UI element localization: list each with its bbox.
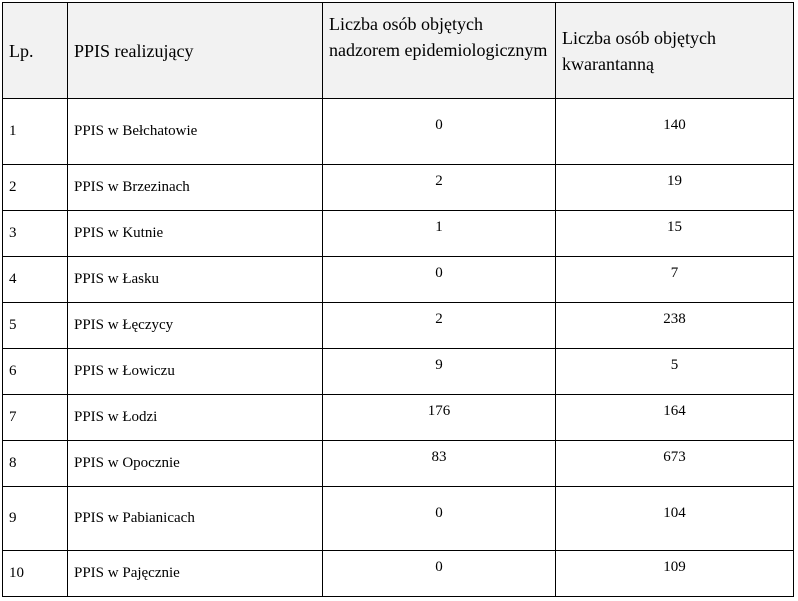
cell-lp: 4: [3, 257, 68, 303]
table-row: [3, 395, 794, 441]
cell-ppis: PPIS w Łasku: [68, 257, 323, 303]
cell-nadzor: 83: [323, 441, 556, 487]
cell-nadzor: 0: [323, 99, 556, 165]
cell-nadzor: 2: [323, 165, 556, 211]
cell-nadzor: 0: [323, 551, 556, 597]
header-kwarantanna: Liczba osób objętych kwarantanną: [556, 3, 794, 99]
cell-nadzor: 176: [323, 395, 556, 441]
table-row: [3, 257, 794, 303]
cell-lp: 9: [3, 487, 68, 551]
cell-lp: 5: [3, 303, 68, 349]
table-row: [3, 487, 794, 551]
cell-nadzor: 1: [323, 211, 556, 257]
ppis-table: [2, 2, 794, 597]
table-row: [3, 99, 794, 165]
table-row: [3, 551, 794, 597]
cell-kwarantanna: 104: [556, 487, 794, 551]
cell-lp: 6: [3, 349, 68, 395]
cell-lp: 8: [3, 441, 68, 487]
header-ppis: PPIS realizujący: [68, 3, 323, 99]
cell-lp: 1: [3, 99, 68, 165]
table-row: [3, 165, 794, 211]
header-nadzor: Liczba osób objętych nadzorem epidemiologicznym: [323, 3, 556, 99]
header-row: [3, 3, 794, 99]
cell-kwarantanna: 673: [556, 441, 794, 487]
header-lp: Lp.: [3, 3, 68, 99]
cell-ppis: PPIS w Kutnie: [68, 211, 323, 257]
cell-nadzor: 2: [323, 303, 556, 349]
cell-ppis: PPIS w Bełchatowie: [68, 99, 323, 165]
cell-lp: 7: [3, 395, 68, 441]
table-row: [3, 349, 794, 395]
cell-nadzor: 0: [323, 487, 556, 551]
cell-nadzor: 0: [323, 257, 556, 303]
cell-kwarantanna: 7: [556, 257, 794, 303]
table-row: [3, 303, 794, 349]
cell-ppis: PPIS w Pabianicach: [68, 487, 323, 551]
table-row: [3, 211, 794, 257]
table-row: [3, 441, 794, 487]
table-body: [3, 99, 794, 597]
cell-kwarantanna: 19: [556, 165, 794, 211]
cell-lp: 3: [3, 211, 68, 257]
cell-kwarantanna: 238: [556, 303, 794, 349]
cell-kwarantanna: 140: [556, 99, 794, 165]
table-header: [3, 3, 794, 99]
cell-ppis: PPIS w Pajęcznie: [68, 551, 323, 597]
cell-lp: 10: [3, 551, 68, 597]
cell-ppis: PPIS w Łodzi: [68, 395, 323, 441]
cell-kwarantanna: 15: [556, 211, 794, 257]
cell-ppis: PPIS w Łowiczu: [68, 349, 323, 395]
cell-kwarantanna: 5: [556, 349, 794, 395]
cell-ppis: PPIS w Brzezinach: [68, 165, 323, 211]
cell-lp: 2: [3, 165, 68, 211]
cell-kwarantanna: 109: [556, 551, 794, 597]
cell-kwarantanna: 164: [556, 395, 794, 441]
cell-ppis: PPIS w Łęczycy: [68, 303, 323, 349]
cell-ppis: PPIS w Opocznie: [68, 441, 323, 487]
cell-nadzor: 9: [323, 349, 556, 395]
